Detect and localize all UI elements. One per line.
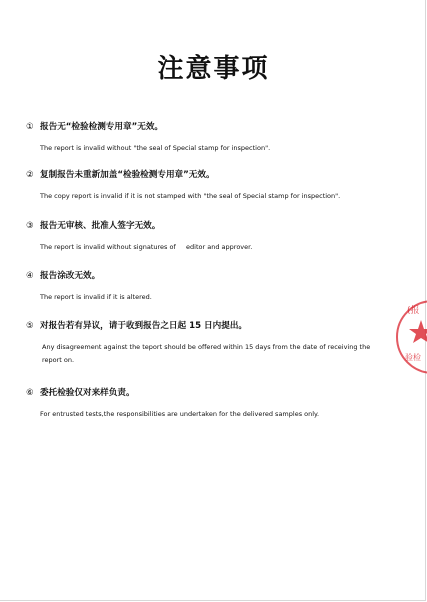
item-text-en: The report is invalid without signatures of editor and approver.: [40, 243, 253, 251]
notice-item-heading: [26, 219, 396, 231]
notice-item-2: [26, 168, 396, 203]
item-text-zh: 委托检验仅对来样负责。: [40, 388, 135, 398]
item-text-en: Any disagreement against the teport should be offered within 15 days from the date of receiving the report on.: [42, 343, 371, 364]
item-text-zh: 报告无审核、批准人签字无效。: [40, 221, 161, 231]
item-text-en: For entrusted tests,the responsibilities are undertaken for the delivered samples only.: [40, 410, 320, 418]
seal-star-icon: [409, 320, 427, 343]
seal-text-top: (报: [407, 306, 420, 316]
item-number: ③: [26, 221, 34, 231]
item-text-en: The report is invalid without "the seal of Special stamp for inspection".: [40, 144, 271, 152]
item-number: ⑤: [26, 321, 34, 331]
page-title: 注意事项: [157, 54, 270, 84]
notice-item-heading: [26, 319, 396, 331]
notice-item-1: [26, 120, 396, 155]
notice-item-heading: [26, 269, 396, 281]
notice-item-3: [26, 219, 396, 254]
item-number: ②: [26, 170, 34, 180]
notice-item-6: [26, 386, 396, 421]
item-text-en: The report is invalid if it is altered.: [40, 293, 152, 301]
notice-item-5: [26, 319, 396, 367]
notice-item-heading: [26, 168, 396, 180]
item-number: ⑥: [26, 388, 34, 398]
item-text-en: The copy report is invalid if it is not stamped with "the seal of Special stamp for inspection".: [40, 192, 341, 200]
item-text-zh: 对报告若有异议，请于收到报告之日起 15 日内提出。: [40, 321, 248, 331]
seal-text-bottom: 验检: [405, 353, 421, 362]
item-number: ①: [26, 122, 34, 132]
notice-item-4: [26, 269, 396, 304]
notice-item-heading: [26, 386, 396, 398]
seal-graphic: [393, 296, 427, 378]
item-number: ④: [26, 271, 34, 281]
notice-item-heading: [26, 120, 396, 132]
item-text-zh: 复制报告未重新加盖“检验检测专用章”无效。: [40, 170, 215, 180]
inspection-seal: [393, 296, 427, 378]
item-text-zh: 报告涂改无效。: [40, 271, 101, 281]
item-text-zh: 报告无“检验检测专用章”无效。: [40, 122, 164, 132]
